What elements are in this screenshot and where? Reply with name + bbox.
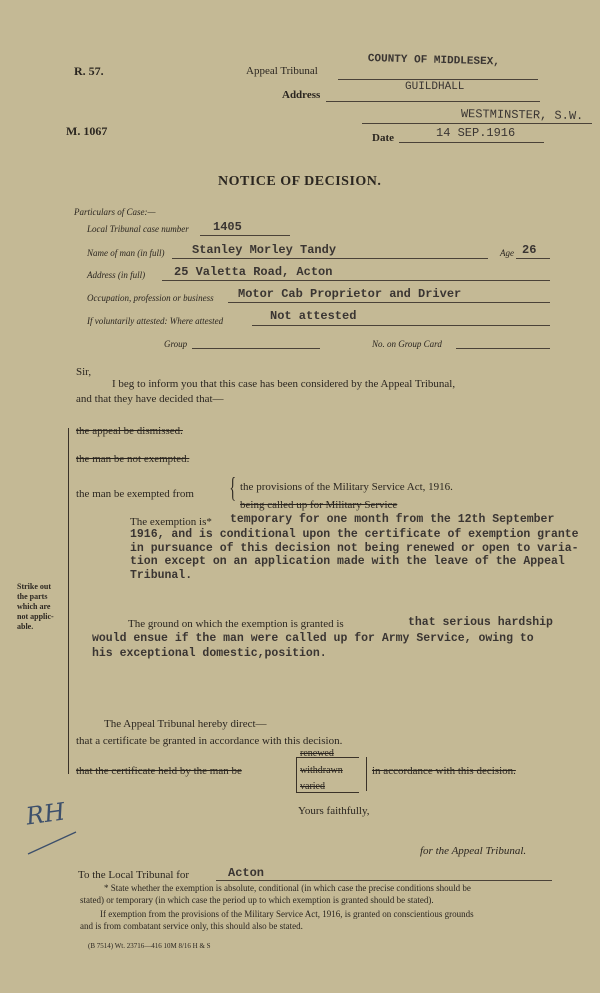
ground-line-2: would ensue if the man were called up for Army Service, owing to: [92, 632, 534, 645]
for-appeal-tribunal: for the Appeal Tribunal.: [420, 845, 527, 857]
cert-options-bracket-right: [358, 757, 367, 791]
date-label: Date: [372, 132, 394, 144]
options-bracket: [68, 428, 69, 774]
signature-initials: RH: [24, 797, 67, 831]
age-value: 26: [522, 243, 537, 257]
date-value: 14 SEP.1916: [436, 126, 516, 140]
age-label: Age: [500, 248, 514, 258]
footnote-1b: stated) or temporary (in which case the period up to which exemption is granted should be stated).: [80, 895, 434, 905]
renewed-text: renewed: [300, 748, 334, 759]
varied-text: varied: [300, 781, 325, 792]
in-accordance-text: in accordance with this decision.: [372, 765, 516, 777]
local-tribunal-label: To the Local Tribunal for: [78, 869, 190, 881]
exempted-from-text: the man be exempted from: [76, 488, 194, 500]
attested-value: Not attested: [270, 309, 357, 323]
exemption-line-1: temporary for one month from the 12th September: [230, 513, 555, 526]
ground-line-1: that serious hardship: [408, 616, 553, 629]
address-full-value: 25 Valetta Road, Acton: [174, 265, 333, 279]
address-label: Address: [282, 89, 321, 101]
exemption-line-3: in pursuance of this decision not being renewed or open to varia-: [130, 542, 579, 555]
attested-label: If voluntarily attested: Where attested: [87, 316, 224, 326]
brace: {: [229, 473, 237, 504]
provisions-text: the provisions of the Military Service Act, 1916.: [240, 481, 453, 493]
exemption-line-2: 1916, and is conditional upon the certificate of exemption grante: [130, 528, 579, 541]
exemption-line-4: tion except on an application made with the leave of the Appeal: [130, 555, 565, 568]
name-value: Stanley Morley Tandy: [192, 243, 337, 257]
group-label: Group: [164, 339, 188, 349]
case-number-value: 1405: [213, 220, 242, 234]
signature-stroke: [26, 828, 86, 858]
appeal-tribunal-label: Appeal Tribunal: [246, 65, 318, 77]
address-value-2: WESTMINSTER, S.W.: [460, 107, 584, 124]
intro-line-2: and that they have decided that—: [76, 393, 224, 405]
appeal-tribunal-value: COUNTY OF MIDDLESEX,: [367, 53, 500, 69]
exemption-line-5: Tribunal.: [130, 569, 193, 582]
name-label: Name of man (in full): [87, 248, 165, 258]
address-full-label: Address (in full): [87, 270, 146, 280]
case-number-label: Local Tribunal case number: [87, 224, 189, 234]
page-title: NOTICE OF DECISION.: [218, 174, 382, 189]
group-card-label: No. on Group Card: [372, 339, 442, 349]
particulars-heading: Particulars of Case:—: [74, 207, 156, 217]
footnote-2b: and is from combatant service only, this should also be stated.: [80, 921, 303, 931]
occupation-value: Motor Cab Proprietor and Driver: [238, 287, 462, 301]
yours-faithfully: Yours faithfully,: [298, 805, 370, 817]
address-value-1: GUILDHALL: [405, 81, 465, 93]
form-reference: R. 57.: [74, 64, 104, 78]
salutation: Sir,: [76, 366, 92, 378]
ground-label: The ground on which the exemption is granted is: [128, 618, 344, 630]
called-up-text: being called up for Military Service: [240, 499, 398, 511]
printer-imprint: (B 7514) Wt. 23716—416 10M 8/16 H & S: [88, 942, 211, 950]
intro-line-1: I beg to inform you that this case has been considered by the Appeal Tribunal,: [112, 378, 456, 390]
option-not-exempted: the man be not exempted.: [76, 453, 190, 465]
margin-note: Strike out the parts which are not applic- able.: [17, 582, 54, 631]
m-number: M. 1067: [66, 124, 108, 138]
option-appeal-dismissed: the appeal be dismissed.: [76, 425, 183, 437]
footnote-2a: If exemption from the provisions of the Military Service Act, 1916, is granted on conscientious grounds: [100, 909, 474, 919]
ground-line-3: his exceptional domestic,position.: [92, 647, 327, 660]
exemption-is-label: The exemption is*: [130, 516, 212, 528]
footnote-1a: * State whether the exemption is absolute, conditional (in which case the precise conditions should be: [104, 883, 471, 893]
direct-text: The Appeal Tribunal hereby direct—: [104, 718, 267, 730]
withdrawn-text: withdrawn: [300, 765, 343, 776]
local-tribunal-value: Acton: [228, 866, 265, 880]
cert-granted-text: that a certificate be granted in accordance with this decision.: [76, 735, 343, 747]
occupation-label: Occupation, profession or business: [87, 293, 214, 303]
cert-held-text: that the certificate held by the man be: [76, 765, 242, 777]
